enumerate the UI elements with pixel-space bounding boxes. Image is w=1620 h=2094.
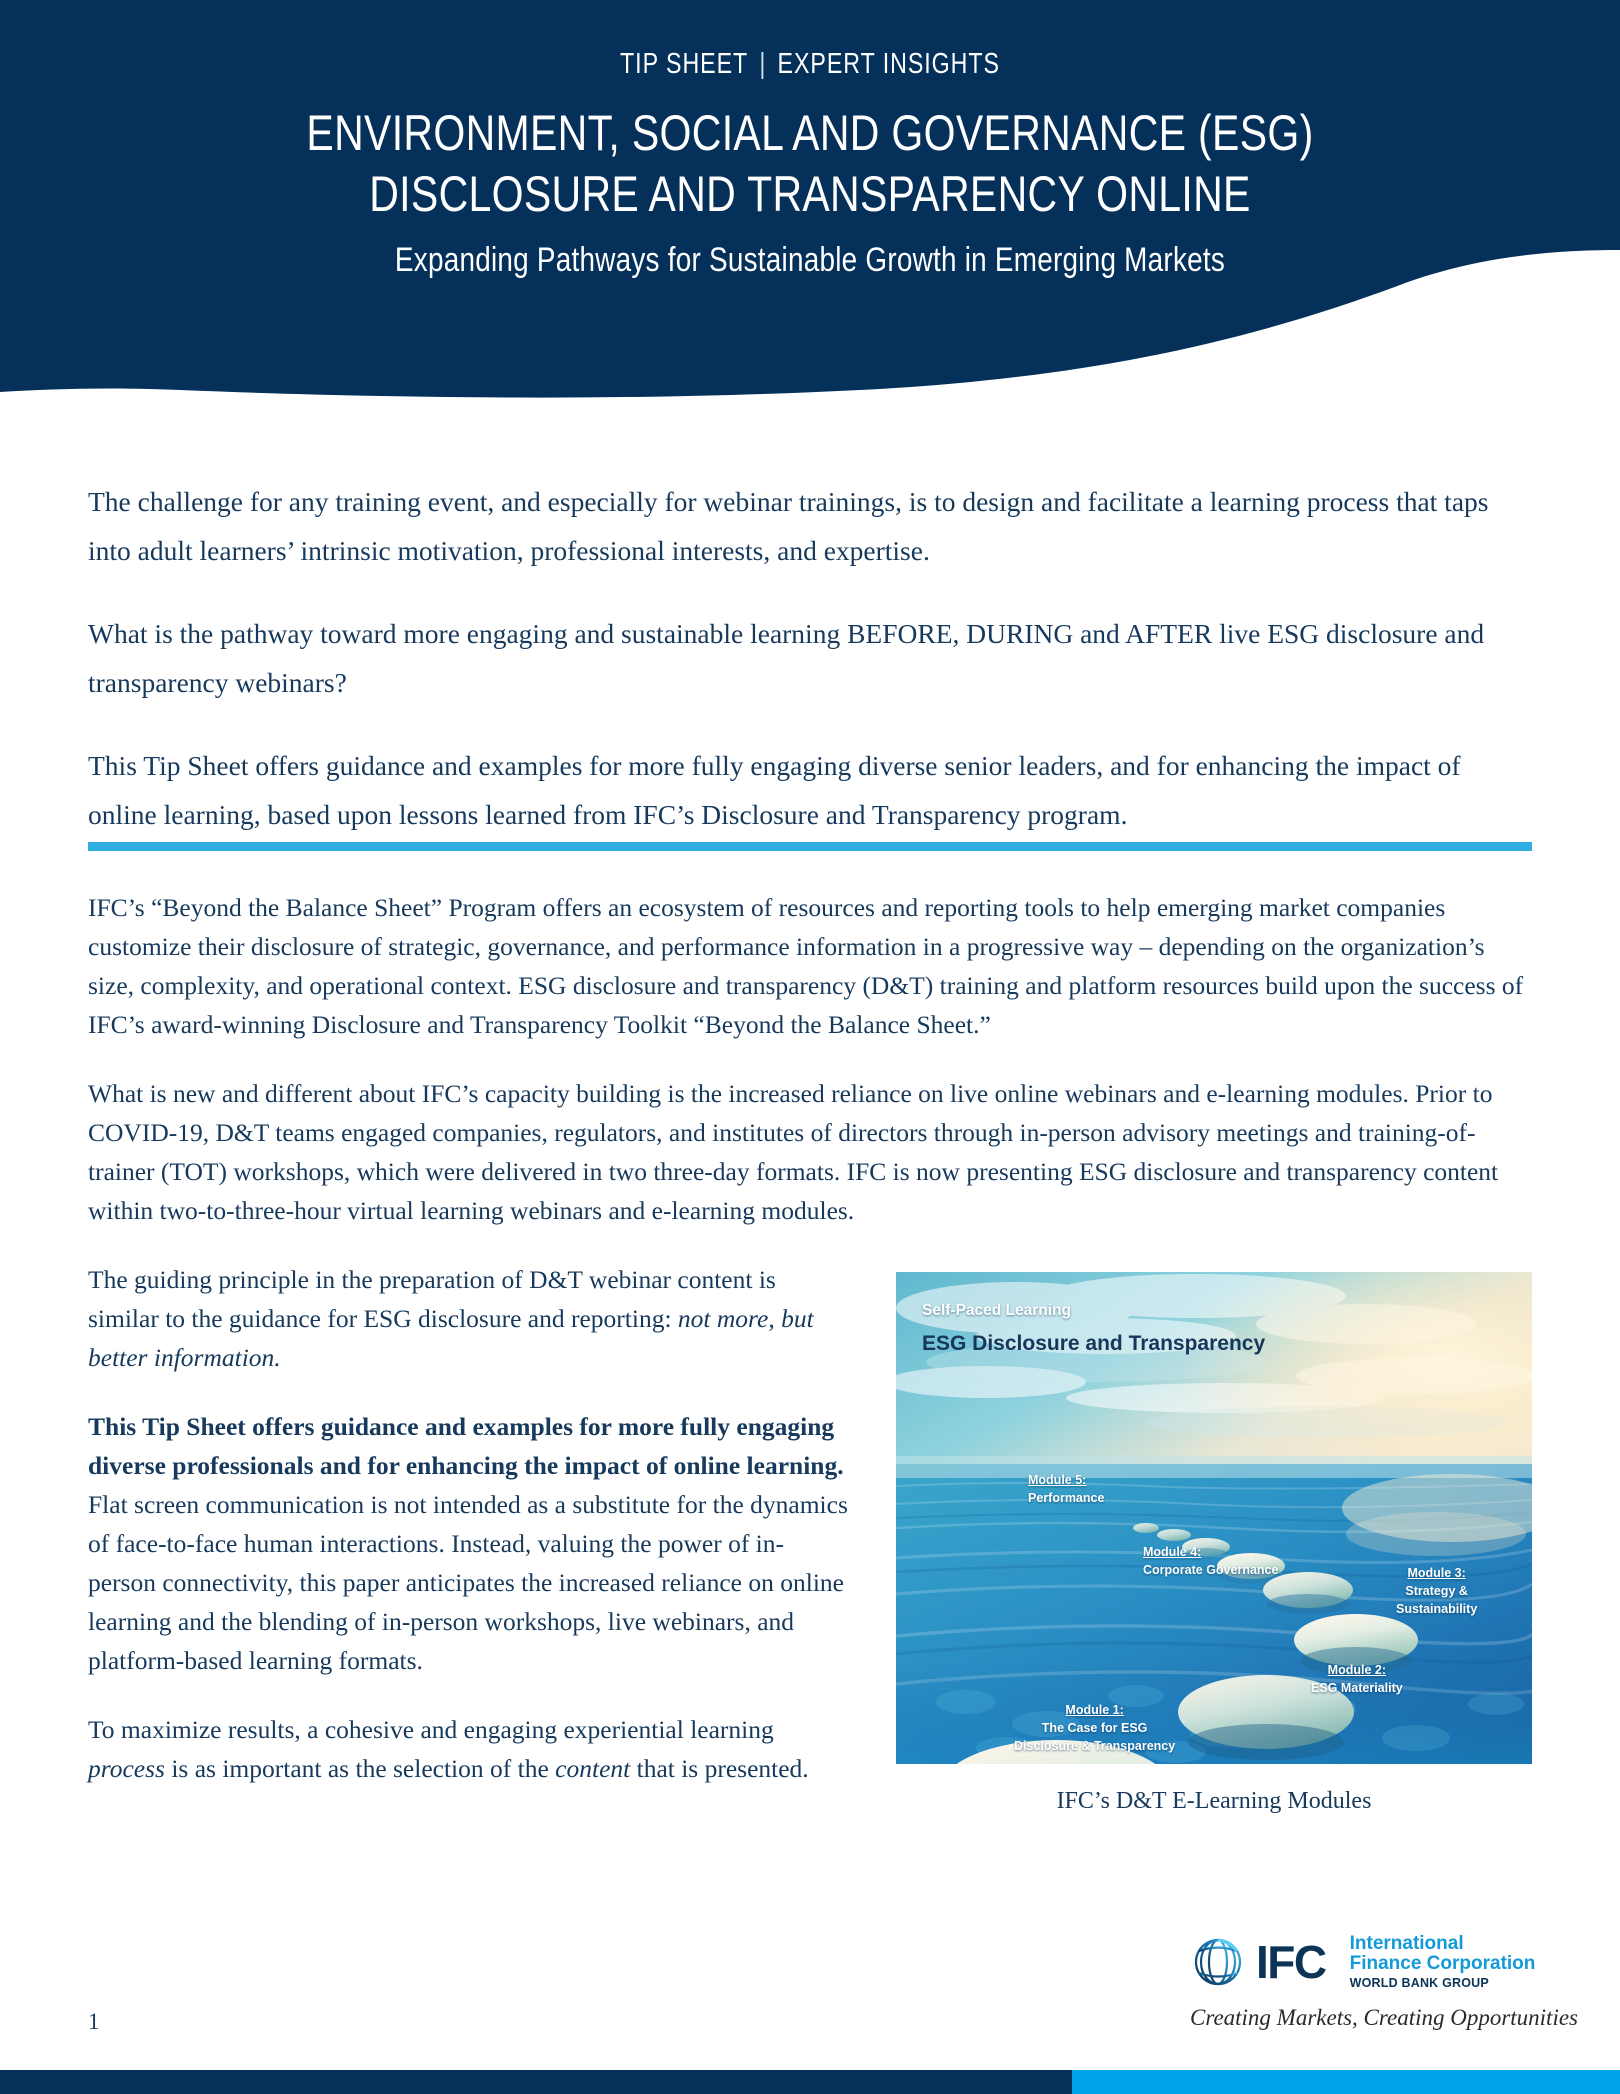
footer-bar-cyan <box>1072 2070 1620 2094</box>
logo-org-line-1: International <box>1349 1933 1464 1954</box>
body-paragraph-3-emphasis: not more, but better information. <box>88 1304 814 1372</box>
logo-group-line: WORLD BANK GROUP <box>1349 1976 1489 1991</box>
body-paragraph-1: IFC’s “Beyond the Balance Sheet” Program offers an ecosystem of resources and reporting tools to help emerging market companies customize their disclosure of strategic, governance, and performance information in a progressive way – depending on the organization’s size, complexity, and operational context. ESG disclosure and transparency (D&T) training and platform resources build upon the success of IFC’s award-winning Disclosure and Transparency Toolkit “Beyond the Balance Sheet.” <box>88 893 1524 1039</box>
module-3-name-line-2: Sustainability <box>1396 1601 1478 1616</box>
module-3-number: Module 3: <box>1407 1566 1466 1580</box>
module-5-number: Module 5: <box>1028 1473 1087 1487</box>
intro-paragraph-1: The challenge for any training event, and especially for webinar trainings, is to design and facilitate a learning process that taps into adult learners’ intrinsic motivation, professional interests, and expertise. <box>88 486 1489 566</box>
banner-eyebrow <box>162 48 1458 81</box>
module-5-name: Performance <box>1028 1490 1105 1505</box>
module-1-label <box>1014 1702 1175 1755</box>
intro-paragraph-3: This Tip Sheet offers guidance and examples for more fully engaging diverse senior leaders, and for enhancing the impact of online learning, based upon lessons learned from IFC’s Disclosure and Transparency program. <box>88 749 1461 830</box>
module-4-number: Module 4: <box>1143 1545 1202 1559</box>
body-paragraph-5-text-b: is as important as the selection of the <box>164 1754 556 1783</box>
header-banner <box>0 0 1620 400</box>
body-paragraph-5-emphasis-process: process <box>88 1754 165 1783</box>
figure-overline: Self-Paced Learning <box>922 1302 1072 1319</box>
eyebrow-separator: | <box>759 48 767 80</box>
section-divider <box>88 842 1532 851</box>
page-title-line-1: ENVIRONMENT, SOCIAL AND GOVERNANCE (ESG) <box>306 105 1314 161</box>
page-number: 1 <box>88 2009 100 2034</box>
page-title-line-2: DISCLOSURE AND TRANSPARENCY ONLINE <box>369 166 1251 222</box>
globe-icon <box>1190 1934 1246 1990</box>
body-paragraph-5-text-c: that is presented. <box>630 1754 809 1783</box>
module-2-number: Module 2: <box>1327 1663 1387 1677</box>
figure-elearning-modules <box>896 1272 1532 1817</box>
module-1-name-line-2: Disclosure & Transparency <box>1014 1738 1176 1753</box>
module-3-label <box>1396 1565 1477 1618</box>
logo-org-line-2: Finance Corporation <box>1349 1953 1536 1975</box>
figure-heading: ESG Disclosure and Transparency <box>922 1332 1266 1355</box>
page-subtitle: Expanding Pathways for Sustainable Growth in Emerging Markets <box>394 241 1226 279</box>
module-1-number: Module 1: <box>1065 1703 1124 1717</box>
eyebrow-right-label: EXPERT INSIGHTS <box>777 48 1000 80</box>
figure-caption: IFC’s D&T E-Learning Modules <box>1056 1788 1372 1814</box>
module-1-name-line-1: The Case for ESG <box>1041 1720 1148 1735</box>
module-4-label <box>1143 1544 1278 1580</box>
module-2-name: ESG Materiality <box>1311 1680 1403 1695</box>
logo-tagline: Creating Markets, Creating Opportunities <box>1190 2004 1579 2030</box>
intro-paragraph-2: What is the pathway toward more engaging and sustainable learning BEFORE, DURING and AFTER live ESG disclosure and transparency webinars? <box>88 617 1485 698</box>
intro-section <box>88 478 1532 840</box>
module-3-name-line-1: Strategy & <box>1405 1583 1468 1598</box>
body-paragraph-3-text: The guiding principle in the preparation of D&T webinar content is similar to the guidance for ESG disclosure and reporting: <box>88 1265 776 1333</box>
module-4-name: Corporate Governance <box>1143 1562 1279 1577</box>
body-paragraph-2: What is new and different about IFC’s capacity building is the increased reliance on live online webinars and e-learning modules. Prior to COVID-19, D&T teams engaged companies, regulators, and institutes of directors through in-person advisory meetings and training-of-trainer (TOT) workshops, which were delivered in two three-day formats. IFC is now presenting ESG disclosure and transparency content within two-to-three-hour virtual learning webinars and e-learning modules. <box>88 1079 1499 1225</box>
body-paragraph-5-emphasis-content: content <box>555 1754 631 1783</box>
ifc-logo <box>1190 1933 1579 2031</box>
body-paragraph-4-text: Flat screen communication is not intended as a substitute for the dynamics of face-to-face human interactions. Instead, valuing the power of in-person connectivity, this paper anticipates the increased reliance on online learning and the blending of in-person workshops, live webinars, and platform-based learning formats. <box>88 1490 848 1675</box>
module-5-label <box>1028 1472 1104 1508</box>
module-2-label <box>1311 1662 1403 1698</box>
ifc-wordmark: IFC <box>1256 1936 1326 1989</box>
eyebrow-left-label: TIP SHEET <box>620 48 749 80</box>
body-paragraph-4-lead: This Tip Sheet offers guidance and examples for more fully engaging diverse professionals and for enhancing the impact of online learning. <box>88 1412 844 1480</box>
figure-image <box>896 1272 1532 1764</box>
footer-bar-navy <box>0 2070 1072 2094</box>
main-body-section <box>88 888 1532 1827</box>
body-paragraph-5-text-a: To maximize results, a cohesive and engaging experiential learning <box>88 1715 774 1744</box>
